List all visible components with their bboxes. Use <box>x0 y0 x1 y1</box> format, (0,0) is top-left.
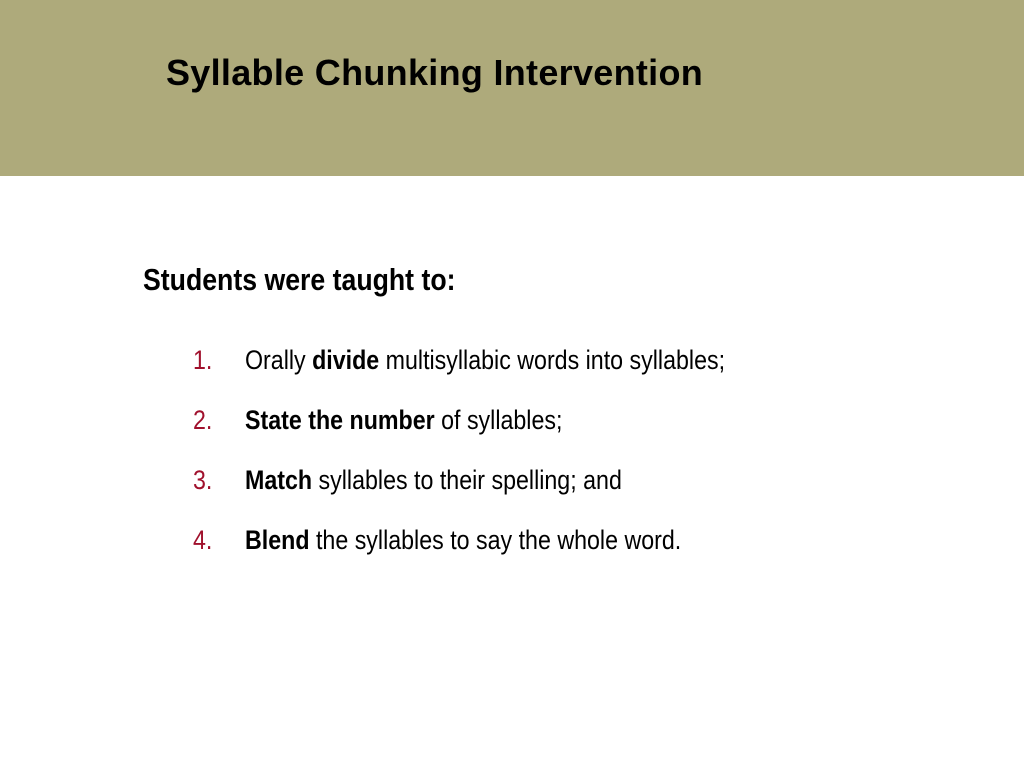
step-text-lead: Orally <box>245 345 313 375</box>
slide-title: Syllable Chunking Intervention <box>166 52 704 93</box>
step-text-rest: syllables to their spelling; and <box>312 465 622 495</box>
step-text <box>245 400 562 440</box>
step-text-emphasis: Blend <box>245 525 310 555</box>
header-band <box>0 0 1024 176</box>
step-text <box>245 460 622 500</box>
step-text-emphasis: State the number <box>245 405 435 435</box>
step-text-rest: multisyllabic words into syllables; <box>379 345 726 375</box>
step-text-emphasis: divide <box>312 345 380 375</box>
step-number: 2. <box>193 405 213 435</box>
intro-heading: Students were taught to: <box>143 262 456 297</box>
step-text-rest: of syllables; <box>434 405 563 435</box>
step-text-emphasis: Match <box>245 465 313 495</box>
step-text <box>245 340 725 380</box>
step-number: 1. <box>193 345 213 375</box>
step-text-rest: the syllables to say the whole word. <box>309 525 682 555</box>
step-number: 3. <box>193 465 213 495</box>
step-text <box>245 520 681 560</box>
step-number: 4. <box>193 525 213 555</box>
